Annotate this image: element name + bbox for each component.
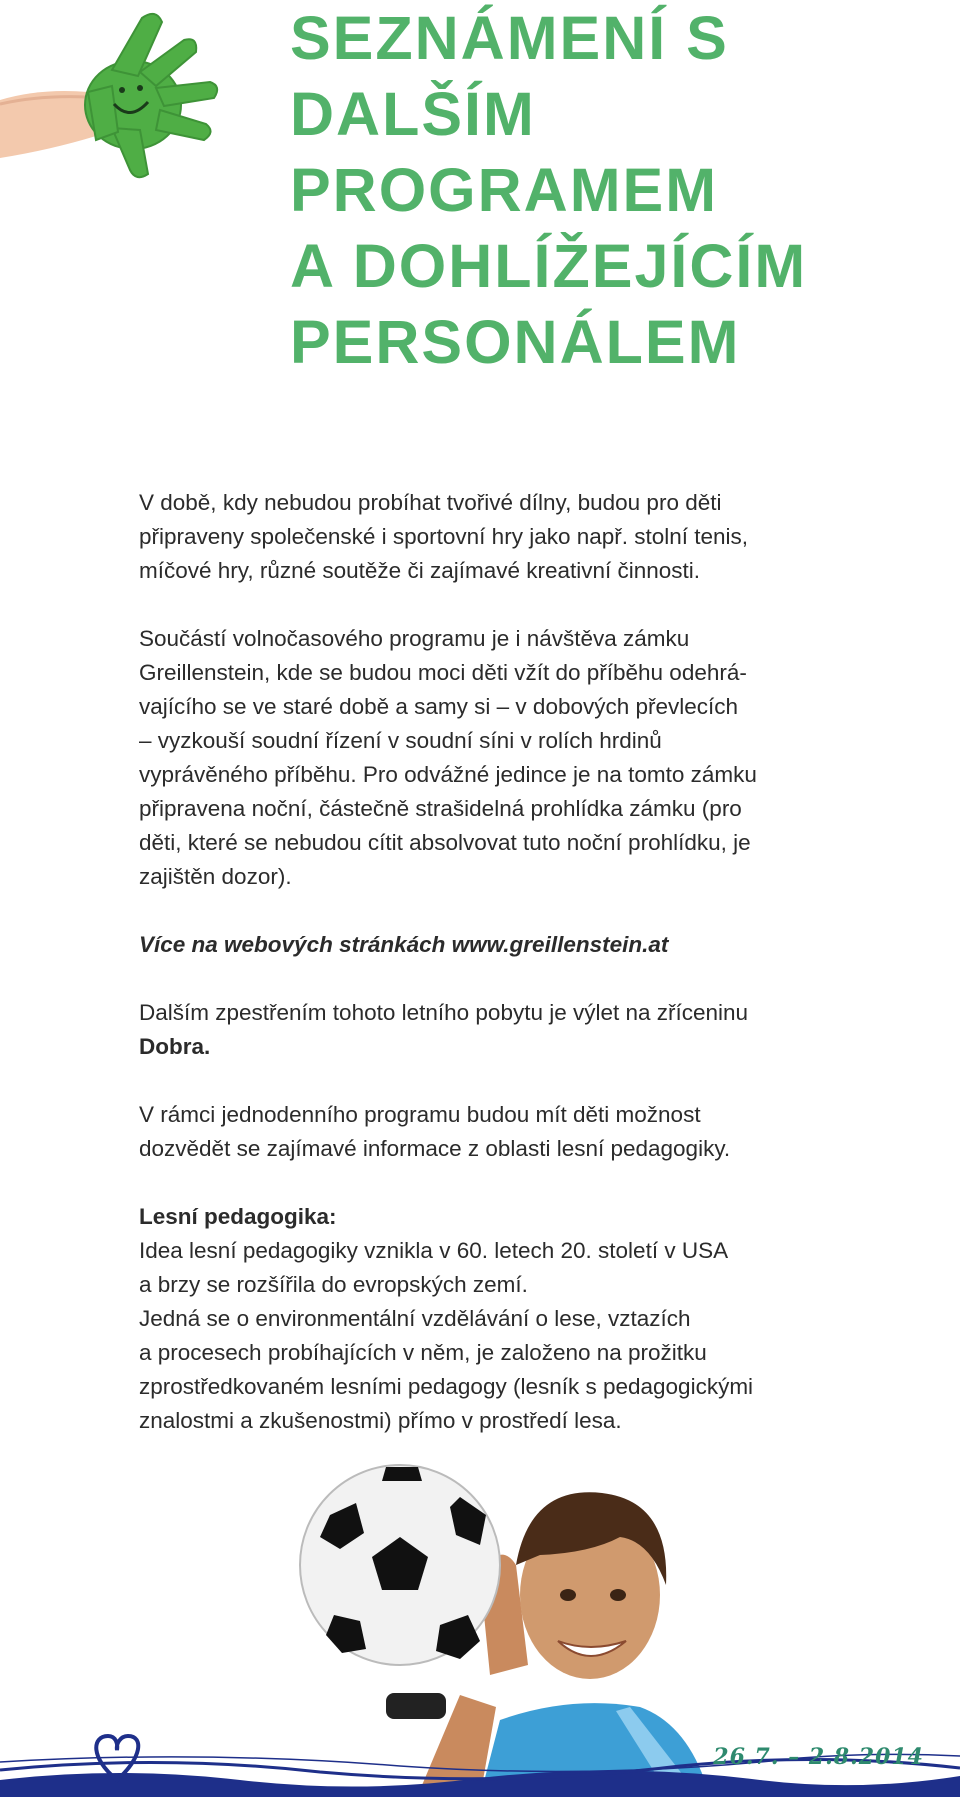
page-title xyxy=(290,0,807,380)
green-hand-icon xyxy=(0,0,240,190)
text-line: Greillenstein, kde se budou moci děti vžít do příběhu odehrá- xyxy=(139,660,747,685)
text-line: znalostmi a zkušenostmi) přímo v prostředí lesa. xyxy=(139,1408,622,1433)
text-line: připraveny společenské i sportovní hry jako např. stolní tenis, xyxy=(139,524,749,549)
article-body xyxy=(139,486,839,1472)
title-line: PERSONÁLEM xyxy=(290,308,741,376)
trip-destination: Dobra. xyxy=(139,1034,211,1059)
title-line: DALŠÍM xyxy=(290,80,536,148)
event-dates: 26.7. – 2.8.2014 xyxy=(713,1744,924,1770)
text-line: – vyzkouší soudní řízení v soudní síni v rolích hrdinů xyxy=(139,728,662,753)
text-line: zprostředkovaném lesními pedagogy (lesník s pedagogickými xyxy=(139,1374,754,1399)
text-line: vyprávěného příběhu. Pro odvážné jedince je na tomto zámku xyxy=(139,762,757,787)
text-line: dozvědět se zajímavé informace z oblasti lesní pedagogiky. xyxy=(139,1136,731,1161)
paragraph-program xyxy=(139,1098,839,1166)
paragraph-castle-visit xyxy=(139,622,839,894)
web-note xyxy=(139,928,839,962)
paragraph-free-time xyxy=(139,486,839,588)
title-line: A DOHLÍŽEJÍCÍM xyxy=(290,232,808,300)
text-line: a brzy se rozšířila do evropských zemí. xyxy=(139,1272,528,1297)
text-line: zajištěn dozor). xyxy=(139,864,292,889)
title-line: SEZNÁMENÍ S xyxy=(290,4,729,72)
text-line: vajícího se ve staré době a samy si – v dobových převlecích xyxy=(139,694,739,719)
soccer-ball-icon xyxy=(300,1465,500,1665)
text-line: Dalším zpestřením tohoto letního pobytu je výlet na zříceninu xyxy=(139,1000,749,1025)
text-line: míčové hry, různé soutěže či zajímavé kreativní činnosti. xyxy=(139,558,701,583)
text-line: Jedná se o environmentální vzdělávání o lese, vztazích xyxy=(139,1306,691,1331)
text-line: připravena noční, částečně strašidelná prohlídka zámku (pro xyxy=(139,796,742,821)
forest-heading: Lesní pedagogika: xyxy=(139,1204,337,1229)
text-line: děti, které se nebudou cítit absolvovat tuto noční prohlídku, je xyxy=(139,830,751,855)
paragraph-trip xyxy=(139,996,839,1064)
text-line: a procesech probíhajících v něm, je založeno na prožitku xyxy=(139,1340,707,1365)
text-line: V rámci jednodenního programu budou mít děti možnost xyxy=(139,1102,701,1127)
title-line: PROGRAMEM xyxy=(290,156,719,224)
web-note-text: Více na webových stránkách www.greillenstein.at xyxy=(139,932,669,957)
paragraph-forest-pedagogy xyxy=(139,1200,839,1438)
text-line: Idea lesní pedagogiky vznikla v 60. letech 20. století v USA xyxy=(139,1238,729,1263)
text-line: V době, kdy nebudou probíhat tvořivé dílny, budou pro děti xyxy=(139,490,722,515)
text-line: Součástí volnočasového programu je i návštěva zámku xyxy=(139,626,690,651)
